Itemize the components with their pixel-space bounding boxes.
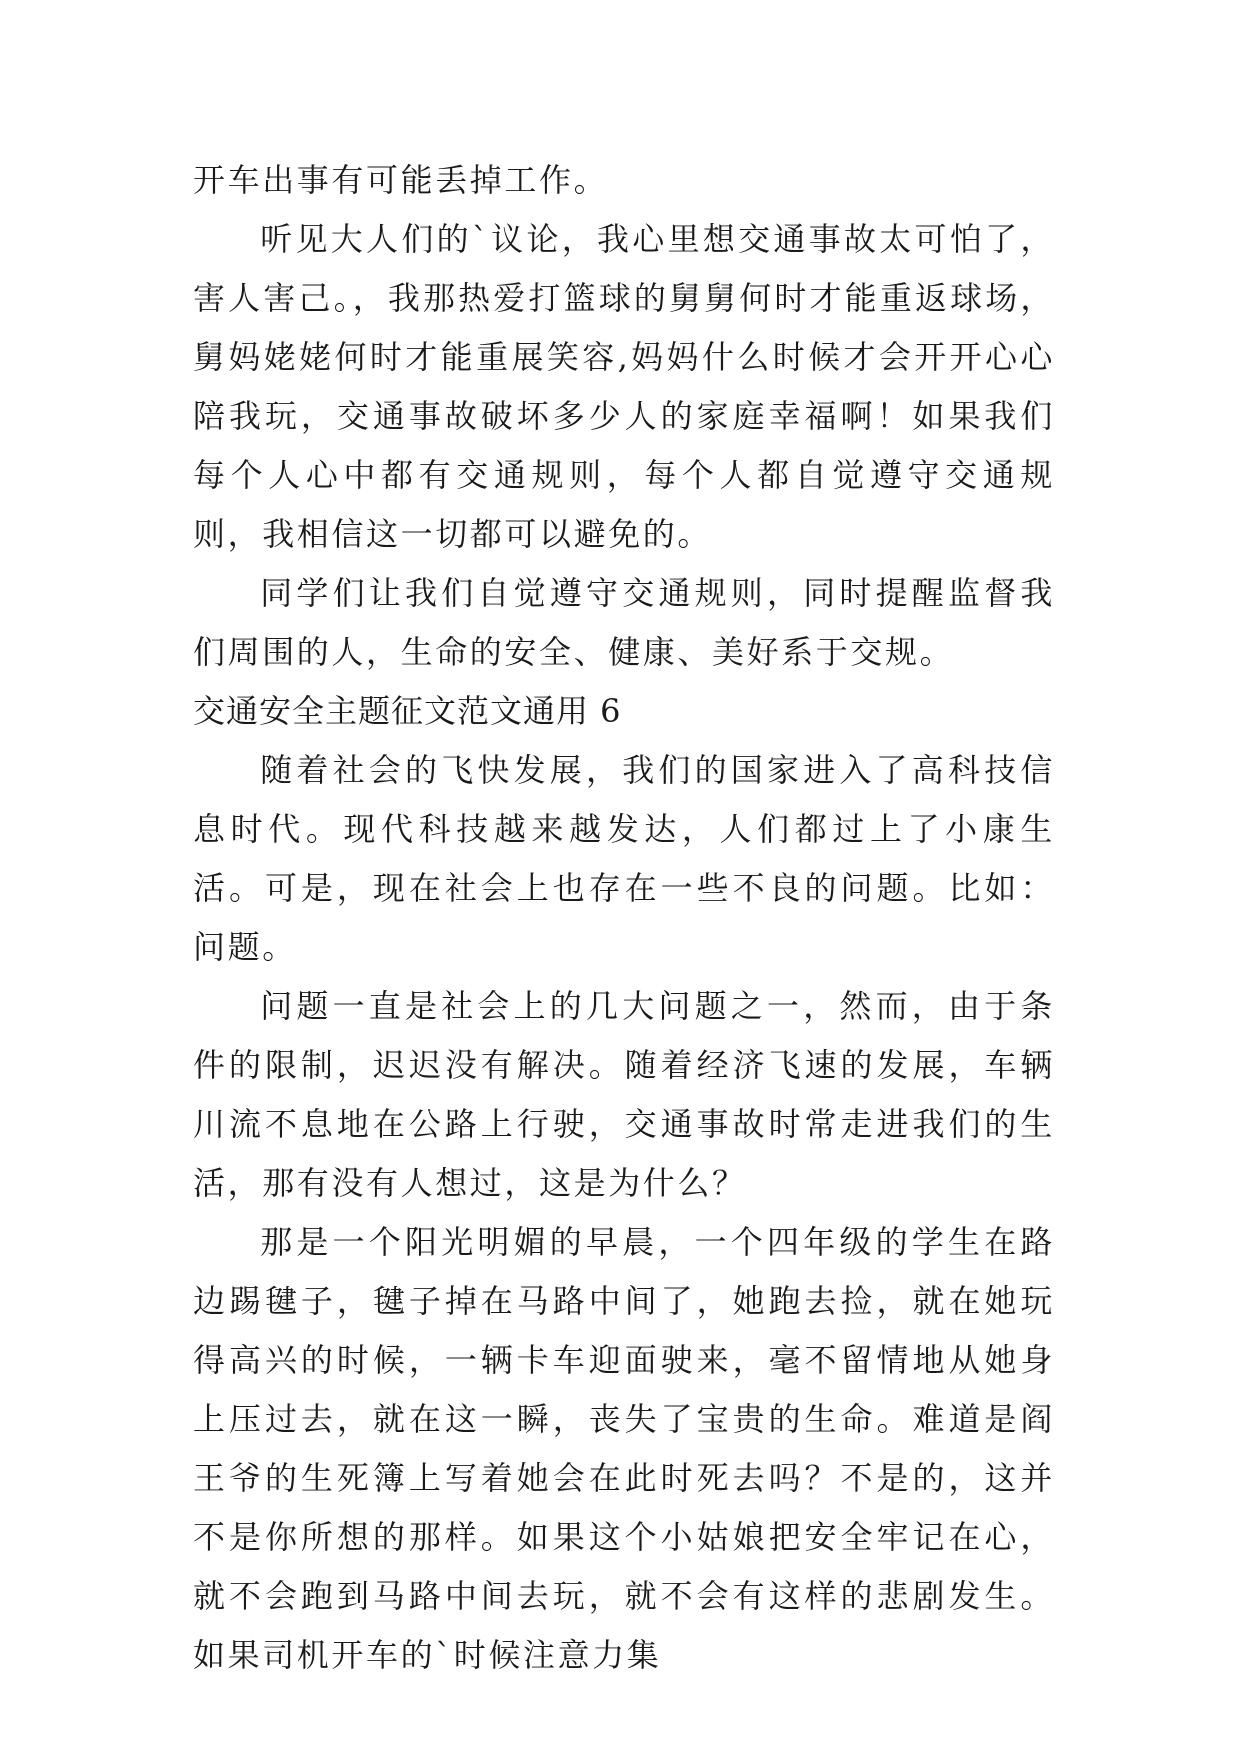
paragraph-continuation: 开车出事有可能丢掉工作。 bbox=[193, 161, 609, 199]
paragraph: 那是一个阳光明媚的早晨，一个四年级的学生在路边踢毽子，毽子掉在马路中间了，她跑去捡，就在她玩得高兴的时候，一辆卡车迎面驶来，毫不留情地从她身上压过去，就在这一瞬，丧失了宝贵的生命。难道是阎王爷的生死簿上写着她会在此时死去吗？不是的，这并不是你所想的那样。如果这个小姑娘把安全牢记在心，就不会跑到马路中间去玩，就不会有这样的悲剧发生。如果司机开车的`时候注意力集 bbox=[193, 1223, 1055, 1674]
paragraph: 随着社会的飞快发展，我们的国家进入了高科技信息时代。现代科技越来越发达，人们都过上了小康生活。可是，现在社会上也存在一些不良的问题。比如：问题。 bbox=[193, 751, 1055, 966]
paragraph: 问题一直是社会上的几大问题之一，然而，由于条件的限制，迟迟没有解决。随着经济飞速的发展，车辆川流不息地在公路上行驶，交通事故时常走进我们的生活，那有没有人想过，这是为什么？ bbox=[193, 987, 1055, 1202]
document-body bbox=[193, 151, 1055, 1685]
paragraph: 听见大人们的`议论，我心里想交通事故太可怕了，害人害己。，我那热爱打篮球的舅舅何时才能重返球场，舅妈姥姥何时才能重展笑容,妈妈什么时候才会开开心心陪我玩，交通事故破坏多少人的家庭幸福啊！如果我们每个人心中都有交通规则，每个人都自觉遵守交通规则，我相信这一切都可以避免的。 bbox=[193, 220, 1055, 553]
section-heading: 交通安全主题征文范文通用 6 bbox=[193, 692, 622, 730]
paragraph: 同学们让我们自觉遵守交通规则，同时提醒监督我们周围的人，生命的安全、健康、美好系于交规。 bbox=[193, 574, 1055, 671]
